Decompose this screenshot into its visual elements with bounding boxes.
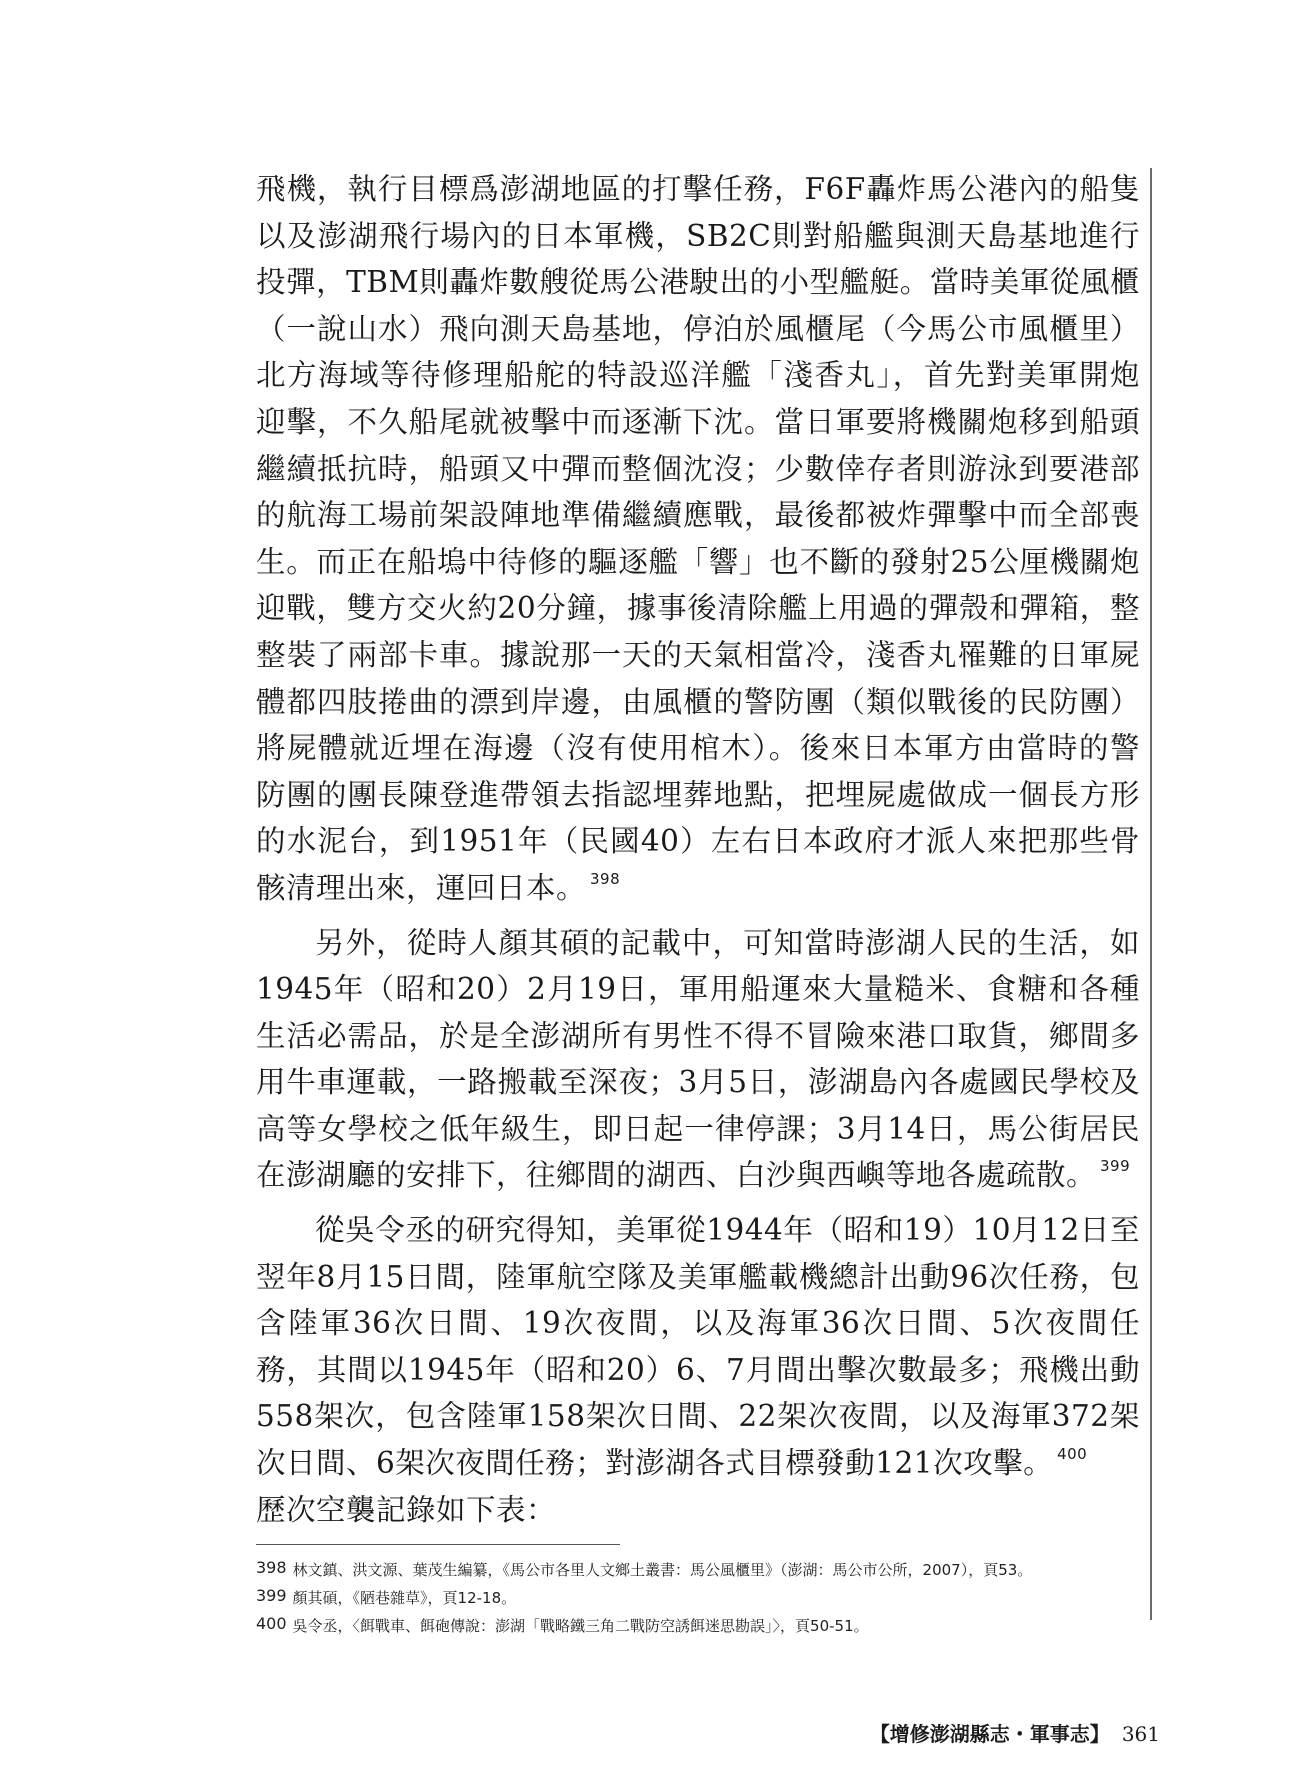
footnote-text: 林文鎮、洪文源、葉茂生編纂，《馬公市各里人文鄉土叢書：馬公風櫃里》（澎湖：馬公市公所，2007），頁53。: [292, 1561, 1033, 1579]
footnote-399: [256, 1583, 1146, 1611]
paragraph-2: [256, 920, 1140, 1200]
paragraph-2-text: 另外，從時人顏其碩的記載中，可知當時澎湖人民的生活，如1945年（昭和20）2月19日，軍用船運來大量糙米、食糖和各種生活必需品，於是全澎湖所有男性不得不冒險來港口取貨，鄉間多用牛車運載，一路搬載至深夜；3月5日，澎湖島內各處國民學校及高等女學校之低年級生，即日起一律停課；3月14日，馬公街居民在澎湖廳的安排下，往鄉間的湖西、白沙與西嶼等地各處疏散。: [256, 925, 1140, 1193]
book-title: 【增修澎湖縣志・軍事志】: [869, 1722, 1110, 1746]
footnote-398: [256, 1555, 1146, 1583]
paragraph-3-tail: 歷次空襲記錄如下表：: [256, 1492, 557, 1527]
footnote-number: 399: [256, 1586, 287, 1605]
paragraph-3-text: 從吳令丞的研究得知，美軍從1944年（昭和19）10月12日至翌年8月15日間，陸軍航空隊及美軍艦載機總計出動96次任務，包含陸軍36次日間、19次夜間，以及海軍36次日間、5次夜間任務，其間以1945年（昭和20）6、7月間出擊次數最多；飛機出動558架次，包含陸軍158架次日間、22架次夜間，以及海軍372架次日間、6架次夜間任務；對澎湖各式目標發動121次攻擊。: [256, 1213, 1140, 1481]
footnote-number: 398: [256, 1558, 287, 1577]
footnotes: [256, 1555, 1146, 1639]
page-number: 361: [1121, 1722, 1160, 1746]
footnote-number: 400: [256, 1614, 287, 1633]
footnote-ref-400[interactable]: 400: [1057, 1445, 1088, 1464]
margin-rule: [1150, 168, 1152, 1620]
footnote-divider: [256, 1544, 620, 1545]
page-footer: [870, 1718, 1160, 1747]
footnote-ref-399[interactable]: 399: [1100, 1157, 1131, 1176]
footnote-ref-398[interactable]: 398: [590, 869, 621, 888]
footnote-text: 吳令丞，〈餌戰車、餌砲傳說：澎湖「戰略鐵三角二戰防空誘餌迷思勘誤」〉，頁50-51。: [292, 1617, 869, 1635]
body-text: [256, 166, 1140, 1533]
paragraph-1-text: 飛機，執行目標爲澎湖地區的打擊任務，F6F轟炸馬公港內的船隻以及澎湖飛行場內的日本軍機，SB2C則對船艦與測天島基地進行投彈，TBM則轟炸數艘從馬公港駛出的小型艦艇。當時美軍從風櫃（一說山水）飛向測天島基地，停泊於風櫃尾（今馬公市風櫃里）北方海域等待修理船舵的特設巡洋艦「淺香丸」，首先對美軍開炮迎擊，不久船尾就被擊中而逐漸下沈。當日軍要將機關炮移到船頭繼續抵抗時，船頭又中彈而整個沈沒；少數倖存者則游泳到要港部的航海工場前架設陣地準備繼續應戰，最後都被炸彈擊中而全部喪生。而正在船塢中待修的驅逐艦「響」也不斷的發射25公厘機關炮迎戰，雙方交火約20分鐘，據事後清除艦上用過的彈殼和彈箱，整整裝了兩部卡車。據說那一天的天氣相當冷，淺香丸罹難的日軍屍體都四肢捲曲的漂到岸邊，由風櫃的警防團（類似戰後的民防團）將屍體就近埋在海邊（沒有使用棺木）。後來日本軍方由當時的警防團的團長陳登進帶領去指認埋葬地點，把埋屍處做成一個長方形的水泥台，到1951年（民國40）左右日本政府才派人來把那些骨骸清理出來，運回日本。: [256, 172, 1140, 905]
paragraph-1: [256, 166, 1140, 912]
footnote-400: [256, 1611, 1146, 1639]
paragraph-3: [256, 1207, 1140, 1533]
footnote-text: 顏其碩，《陋巷雜草》，頁12-18。: [292, 1589, 517, 1607]
